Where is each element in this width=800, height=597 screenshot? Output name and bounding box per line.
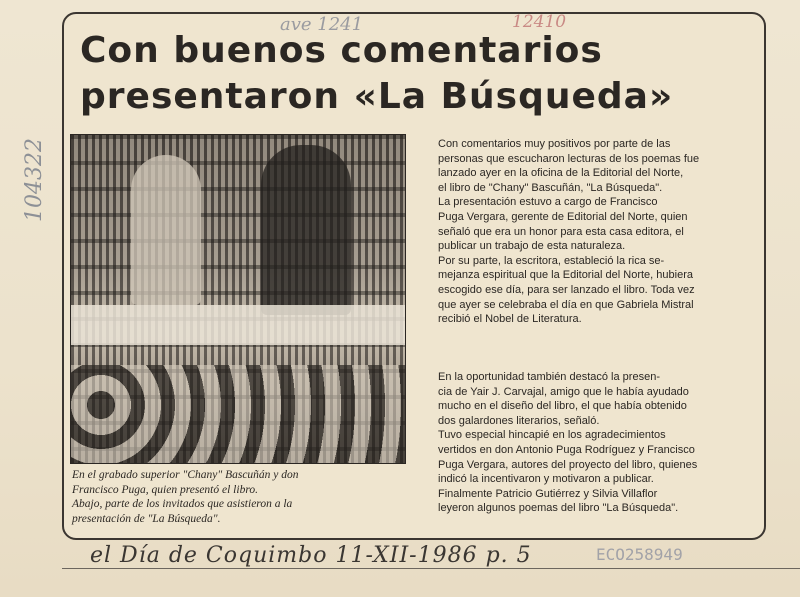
article-line: indicó la incentivaron y motivaron a publicar. bbox=[438, 473, 654, 486]
photo-audience bbox=[71, 365, 405, 463]
article-line: cia de Yair J. Carvajal, amigo que le había ayudado bbox=[438, 385, 689, 398]
article-line: Con comentarios muy positivos por parte de las bbox=[438, 138, 671, 150]
article-line: que ayer se celebraba el día en que Gabriela Mistral bbox=[438, 298, 694, 311]
caption-line: presentación de "La Búsqueda". bbox=[72, 512, 221, 525]
article-line: publicar un trabajo de esta naturaleza. bbox=[438, 240, 626, 253]
archive-number: ave 1241 bbox=[280, 14, 364, 35]
article-line: dos galardones literarios, señaló. bbox=[438, 414, 600, 427]
article-line: Tuvo especial hincapié en los agradecimientos bbox=[438, 429, 666, 442]
article-line: escogido ese día, para ser lanzado el libro. Toda vez bbox=[438, 283, 695, 296]
photo-person-right bbox=[261, 145, 351, 315]
side-handwritten-number: 104322 bbox=[22, 138, 47, 222]
article-line: Puga Vergara, autores del proyecto del libro, quienes bbox=[438, 458, 698, 471]
article-line: Puga Vergara, gerente de Editorial del Norte, quien bbox=[438, 210, 688, 223]
bottom-rule bbox=[62, 568, 800, 569]
archive-code: ECO258949 bbox=[596, 545, 683, 564]
photo-table bbox=[71, 305, 405, 345]
article-column-2 bbox=[438, 370, 754, 516]
photo-person-left bbox=[131, 155, 201, 305]
article-line: señaló que era un honor para esta casa editora, el bbox=[438, 225, 684, 238]
article-line: Por su parte, la escritora, estableció la rica se- bbox=[438, 254, 665, 267]
article-line: mucho en el diseño del libro, el que había obtenido bbox=[438, 400, 687, 413]
headline-line-1: Con buenos comentarios bbox=[80, 30, 603, 71]
article-line: mejanza espiritual que la Editorial del Norte, hubiera bbox=[438, 269, 693, 282]
article-line: lanzado ayer en la oficina de la Editorial del Norte, bbox=[438, 167, 684, 180]
handwritten-source: el Día de Coquimbo 11-XII-1986 p. 5 bbox=[90, 543, 532, 568]
archive-number-red: 12410 bbox=[512, 12, 567, 32]
news-photo bbox=[70, 134, 406, 464]
article-column-1 bbox=[438, 137, 754, 327]
caption-line: Francisco Puga, quien presentó el libro. bbox=[72, 483, 258, 496]
headline-line-2: presentaron «La Búsqueda» bbox=[80, 76, 674, 117]
article-line: el libro de "Chany" Bascuñán, "La Búsqueda". bbox=[438, 181, 663, 194]
article-line: recibió el Nobel de Literatura. bbox=[438, 313, 582, 326]
article-line: vertidos en don Antonio Puga Rodríguez y Francisco bbox=[438, 443, 695, 456]
article-line: Finalmente Patricio Gutiérrez y Silvia Villaflor bbox=[438, 487, 658, 500]
caption-line: En el grabado superior "Chany" Bascuñán y don bbox=[72, 469, 299, 481]
caption-line: Abajo, parte de los invitados que asistieron a la bbox=[72, 498, 293, 510]
article-line: La presentación estuvo a cargo de Francisco bbox=[438, 196, 658, 209]
headline bbox=[80, 28, 760, 120]
photo-caption bbox=[72, 468, 408, 526]
article-line: En la oportunidad también destacó la presen- bbox=[438, 371, 660, 383]
article-line: leyeron algunos poemas del libro "La Búsqueda". bbox=[438, 502, 679, 515]
article-line: personas que escucharon lecturas de los poemas fue bbox=[438, 152, 700, 165]
